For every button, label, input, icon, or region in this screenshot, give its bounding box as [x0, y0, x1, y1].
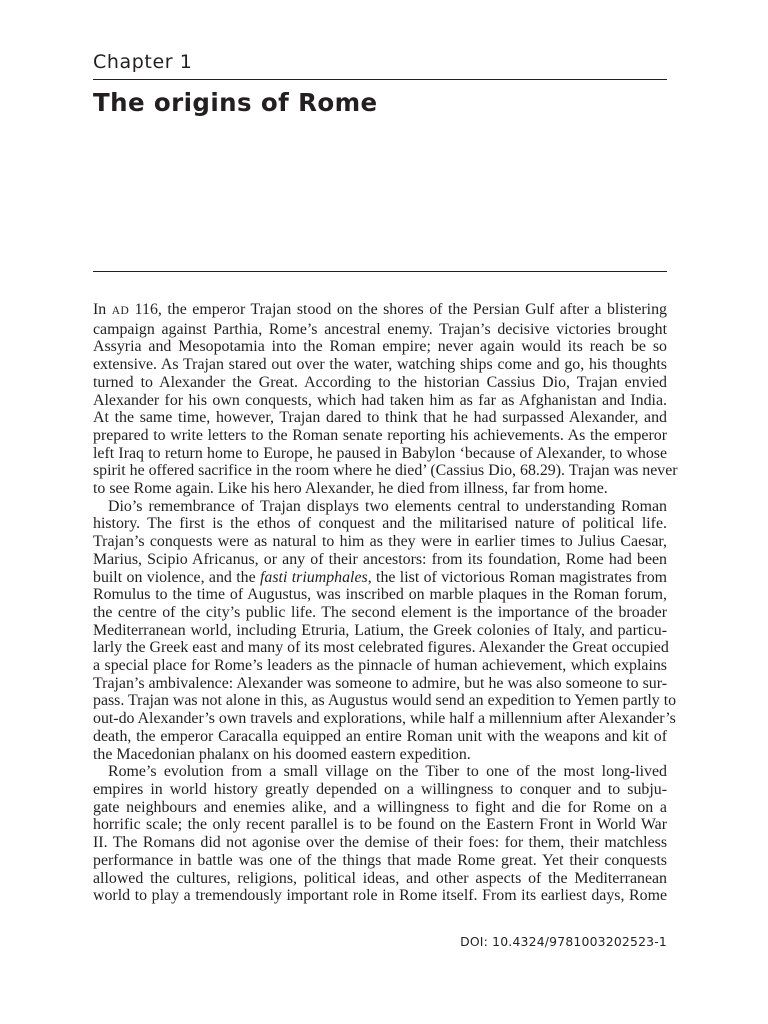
text-line: At the same time, however, Trajan dared to think that he had surpassed Alexander, and [93, 409, 667, 427]
text-line: Assyria and Mesopotamia into the Roman empire; never again would its reach be so [93, 338, 667, 356]
text-line: performance in battle was one of the things that made Rome great. Yet their conquests [93, 851, 667, 869]
paragraph [93, 763, 667, 905]
text-line: out-do Alexander’s own travels and explorations, while half a millennium after Alexander’s [93, 710, 676, 728]
text-segment: 116, the emperor Trajan stood on the shores of the Persian Gulf after a blistering [129, 301, 667, 318]
chapter-label: Chapter 1 [93, 51, 193, 73]
header-top-rule [93, 79, 667, 80]
text-line: II. The Romans did not agonise over the demise of their foes: for them, their matchless [93, 834, 667, 852]
text-line: to see Rome again. Like his hero Alexander, he died from illness, far from home. [93, 480, 608, 498]
text-segment: , the list of victorious Roman magistrates from [367, 568, 668, 586]
paragraph [93, 497, 677, 764]
text-line: empires in world history greatly depended on a willingness to conquer and to subju- [93, 780, 667, 798]
text-line: Trajan’s conquests were as natural to him as they were in earlier times to Julius Caesar, [93, 533, 667, 551]
text-line: gate neighbours and enemies alike, and a willingness to fight and die for Rome on a [93, 798, 667, 816]
text-line: Mediterranean world, including Etruria, Latium, the Greek colonies of Italy, and particu- [93, 621, 667, 639]
body-text [93, 301, 678, 905]
text-line: world to play a tremendously important role in Rome itself. From its earliest days, Rome [93, 887, 667, 905]
doi-footer: DOI: 10.4324/9781003202523-1 [460, 934, 667, 949]
text-line: Dio’s remembrance of Trajan displays two elements central to understanding Roman [108, 497, 667, 515]
text-segment: built on violence, and the [93, 568, 261, 586]
text-line: Marius, Scipio Africanus, or any of their ancestors: from its foundation, Rome had been [93, 550, 667, 568]
text-line: history. The first is the ethos of conquest and the militarised nature of political life. [93, 515, 667, 533]
text-line [93, 569, 667, 587]
text-line: Alexander for his own conquests, which had taken him as far as Afghanistan and India. [93, 391, 667, 409]
text-line: Trajan’s ambivalence: Alexander was someone to admire, but he was also someone to sur- [93, 674, 667, 692]
text-line: extensive. As Trajan stared out over the water, watching ships come and go, his thoughts [93, 356, 667, 374]
text-line: campaign against Parthia, Rome’s ancestral enemy. Trajan’s decisive victories brought [93, 320, 667, 338]
chapter-title: The origins of Rome [93, 88, 378, 117]
header-bottom-rule [93, 271, 667, 272]
text-line: death, the emperor Caracalla equipped an entire Roman unit with the weapons and kit of [93, 727, 667, 745]
text-line: allowed the cultures, religions, political ideas, and other aspects of the Mediterranean [93, 869, 667, 887]
italic-term: fasti triumphales [260, 568, 368, 586]
text-line: larly the Greek east and many of its most celebrated figures. Alexander the Great occupied [93, 639, 669, 657]
text-line: a special place for Rome’s leaders as the pinnacle of human achievement, which explains [93, 657, 667, 675]
paragraph [93, 301, 678, 498]
text-line: the centre of the city’s public life. The second element is the importance of the broader [93, 603, 667, 621]
text-line: Romulus to the time of Augustus, was inscribed on marble plaques in the Roman forum, [93, 586, 667, 604]
text-line: left Iraq to return home to Europe, he paused in Babylon ‘because of Alexander, to whose [93, 444, 667, 462]
text-line: spirit he offered sacrifice in the room where he died’ (Cassius Dio, 68.29). Trajan was never [93, 462, 678, 480]
text-line [93, 301, 667, 321]
text-line: pass. Trajan was not alone in this, as Augustus would send an expedition to Yemen partly to [93, 692, 677, 710]
small-caps-era: AD [111, 305, 130, 317]
text-line: prepared to write letters to the Roman senate reporting his achievements. As the emperor [93, 426, 667, 444]
text-line: Rome’s evolution from a small village on the Tiber to one of the most long-lived [108, 763, 667, 781]
text-line: horrific scale; the only recent parallel is to be found on the Eastern Front in World War [93, 816, 667, 834]
text-line: the Macedonian phalanx on his doomed eastern expedition. [93, 745, 471, 763]
text-segment: In [93, 301, 112, 318]
text-line: turned to Alexander the Great. According to the historian Cassius Dio, Trajan envied [93, 373, 667, 391]
